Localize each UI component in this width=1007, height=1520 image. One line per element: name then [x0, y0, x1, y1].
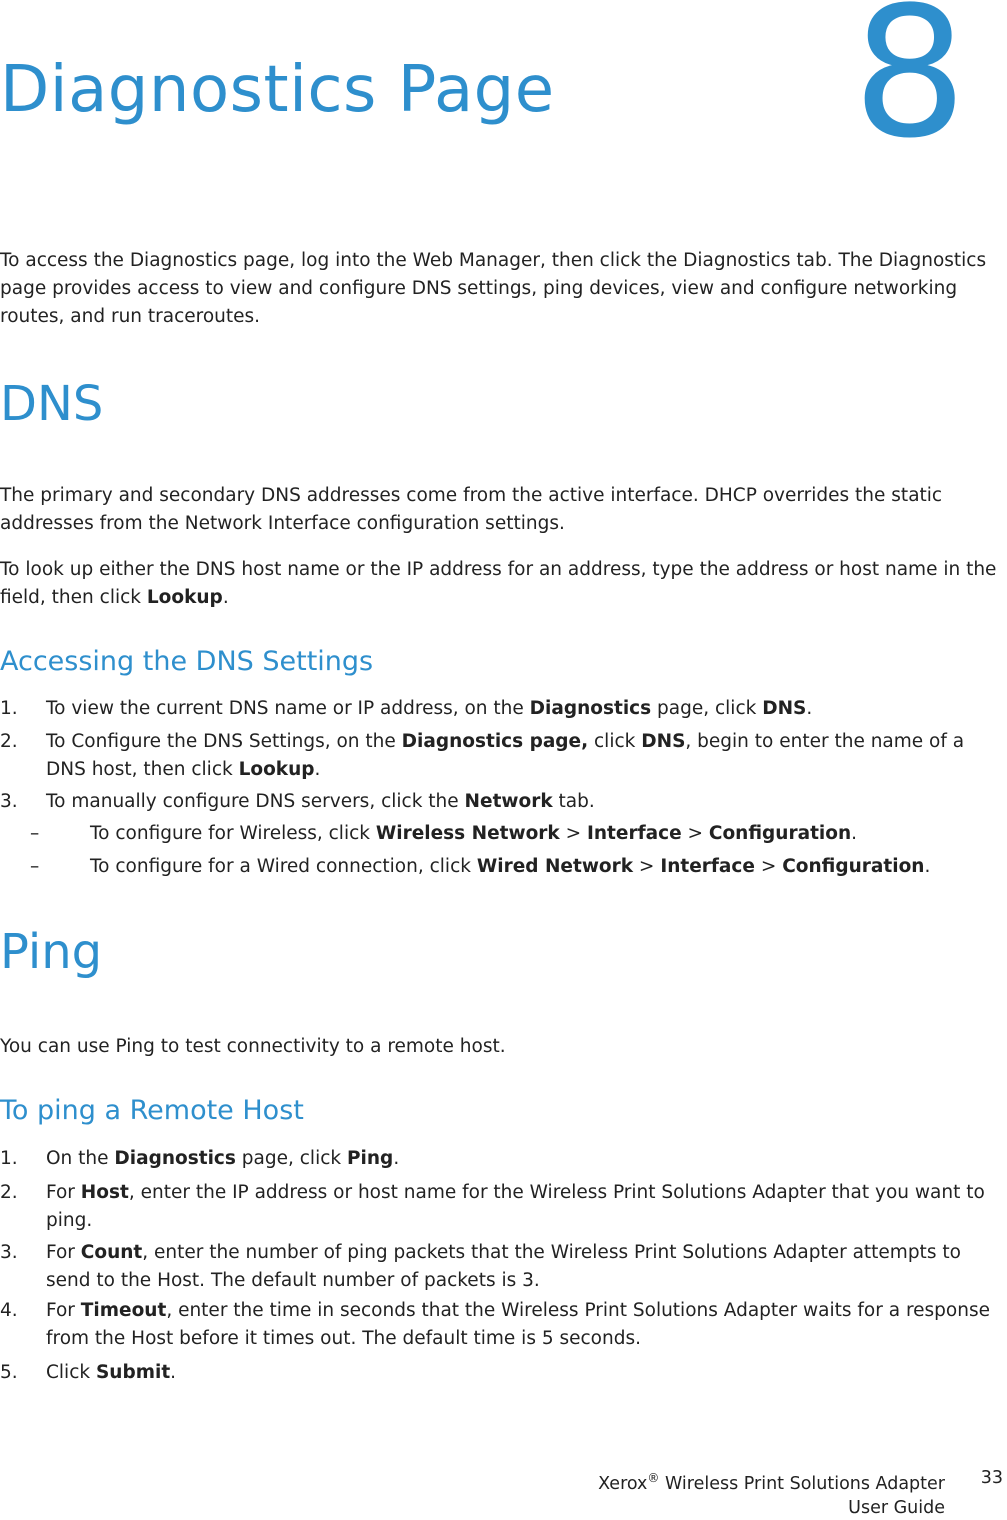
ping-heading: Ping [0, 924, 103, 980]
list-item: 5. Click Submit. [0, 1362, 177, 1383]
chapter-title: Diagnostics Page [0, 53, 555, 127]
dns-heading: DNS [0, 376, 104, 432]
list-item: 4. For Timeout, enter the time in seconds that the Wireless Print Solutions Adapter waits for a response from the Host before it times out. The default time is 5 seconds. [0, 1300, 990, 1349]
lookup-term: Lookup [146, 587, 223, 608]
ping-remote-host-heading: To ping a Remote Host [0, 1095, 304, 1126]
list-item: 1. To view the current DNS name or IP address, on the Diagnostics page, click DNS. [0, 698, 813, 719]
footer-product: Xerox® Wireless Print Solutions Adapter [598, 1471, 945, 1494]
page-number: 33 [980, 1468, 1003, 1488]
list-item: 2. To Configure the DNS Settings, on the Diagnostics page, click DNS, begin to enter the name of a DNS host, then click Lookup. [0, 731, 965, 780]
list-item: 3. To manually configure DNS servers, click the Network tab. [0, 791, 595, 812]
intro-paragraph: To access the Diagnostics page, log into the Web Manager, then click the Diagnostics tab. The Diagnostics page provides access to view and configure DNS settings, ping devices, view and configure networking routes, and run traceroutes. [0, 250, 987, 327]
ping-paragraph: You can use Ping to test connectivity to a remote host. [0, 1036, 506, 1057]
chapter-number: 8 [852, 0, 967, 178]
list-item: 2. For Host, enter the IP address or host name for the Wireless Print Solutions Adapter that you want to ping. [0, 1182, 985, 1231]
dns-settings-heading: Accessing the DNS Settings [0, 646, 374, 677]
sub-list-item: – To configure for Wireless, click Wireless Network > Interface > Configuration. [30, 823, 858, 844]
list-item: 3. For Count, enter the number of ping packets that the Wireless Print Solutions Adapter attempts to send to the Host. The default number of packets is 3. [0, 1242, 961, 1291]
dns-paragraph-1: The primary and secondary DNS addresses come from the active interface. DHCP overrides the static addresses from the Network Interface configuration settings. [0, 485, 943, 534]
footer [598, 1466, 945, 1520]
footer-guide: User Guide [848, 1497, 945, 1518]
list-item: 1. On the Diagnostics page, click Ping. [0, 1148, 400, 1169]
dns-paragraph-2: To look up either the DNS host name or the IP address for an address, type the address or host name in the field, then click Lookup. [0, 559, 997, 608]
sub-list-item: – To configure for a Wired connection, click Wired Network > Interface > Configuration. [30, 856, 931, 877]
